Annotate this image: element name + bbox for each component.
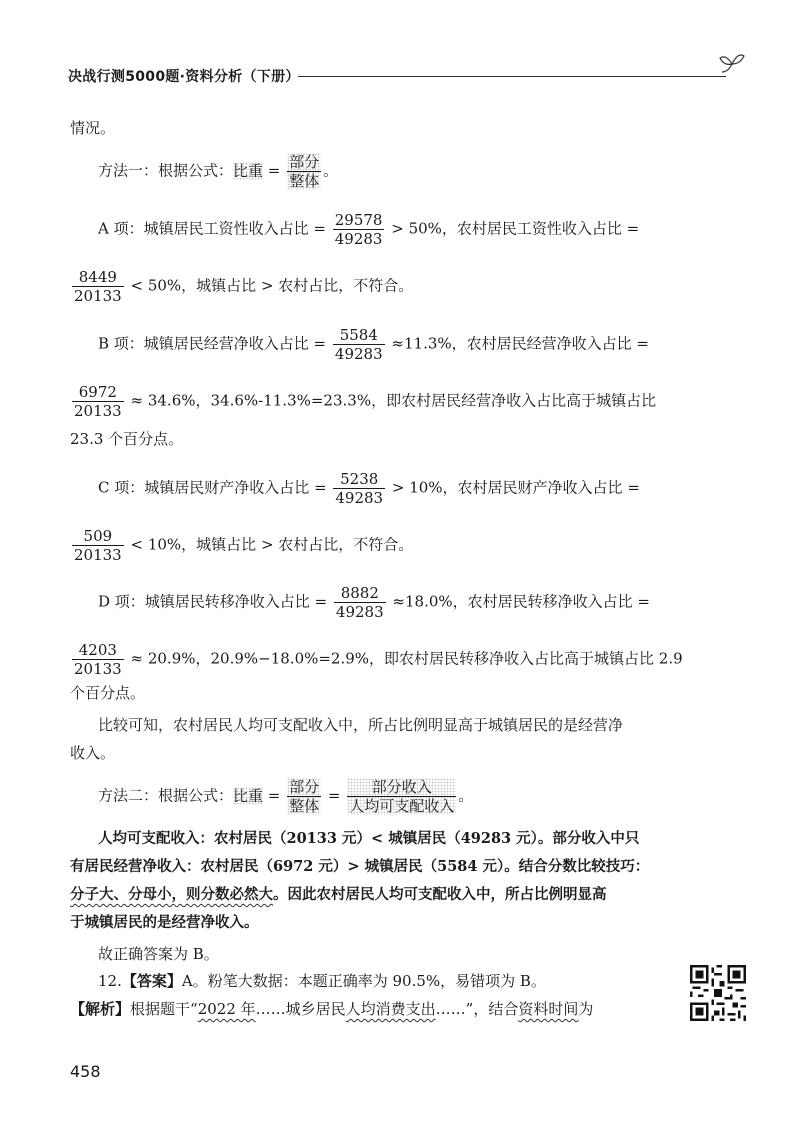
option-a-text: A 项：城镇居民工资性收入占比 =: [98, 219, 326, 238]
option-d-fraction-rural: [72, 641, 124, 678]
wavy-emphasis: 人均消费支出: [345, 1000, 436, 1018]
option-b-line3: 23.3 个百分点。: [70, 430, 184, 448]
method1-line: 方法一：根据公式：比重 = $\frac{\text{部分}}{\text{整体}}$ 。: [98, 153, 339, 190]
fraction-denominator: 20133: [74, 546, 122, 564]
wavy-emphasis: 分子大、分母小，则分数必然大: [70, 886, 273, 903]
fraction-numerator: 部分: [289, 153, 320, 171]
method1-lhs: 比重: [233, 161, 264, 180]
analysis-text: ……城乡居民: [255, 1000, 346, 1018]
analysis-text: 为: [578, 1000, 594, 1018]
q12-answer-line: [98, 970, 546, 992]
method2-lhs: 比重: [233, 786, 264, 805]
option-b-line2: [70, 383, 656, 420]
analysis-text: 根据题干“: [130, 1000, 198, 1018]
fraction-denominator: 整体: [289, 797, 320, 815]
fraction-denominator: 49283: [334, 345, 383, 363]
method2-body-line4: 于城镇居民的是经营净收入。: [70, 914, 259, 931]
option-d-text: ≈18.0%，农村居民转移净收入占比 =: [392, 592, 650, 611]
method1-fraction: [287, 153, 321, 190]
option-a-fraction-urban: [333, 211, 385, 248]
fraction-numerator: 4203: [72, 641, 124, 660]
answer-text: A。粉笔大数据：本题正确率为 90.5%，易错项为 B。: [181, 972, 546, 990]
punct: 。: [458, 786, 474, 805]
option-a-line2: [70, 268, 413, 305]
fraction-numerator: 8882: [334, 584, 386, 603]
option-d-text: ≈ 20.9%，20.9%−18.0%=2.9%，即农村居民转移净收入占比高于城镇占比 2.9: [130, 649, 683, 668]
answer-line: 故正确答案为 B。: [98, 945, 219, 963]
answer-tag: 【答案】: [121, 972, 182, 990]
method2-line: 方法二：根据公式：比重 = $\frac{\text{部分}}{\text{整体}}$ = $\frac{\text{部分收入}}{\text{人均可支配收入}}$ 。: [98, 778, 474, 815]
option-d-fraction-urban: [334, 584, 386, 621]
option-b-text: ≈ 34.6%，34.6%-11.3%=23.3%，即农村居民经营净收入占比高于城镇占比: [130, 391, 657, 410]
option-c-line1: [98, 470, 640, 507]
compare-line2: 收入。: [70, 744, 116, 762]
option-a-fraction-rural: [72, 268, 124, 305]
method2-fraction-1: [287, 778, 321, 815]
option-c-text: C 项：城镇居民财产净收入占比 =: [98, 478, 327, 497]
option-a-text: > 50%，农村居民工资性收入占比 =: [391, 219, 640, 238]
fraction-denominator: 49283: [334, 230, 383, 248]
option-b-text: B 项：城镇居民经营净收入占比 =: [98, 334, 327, 353]
method2-body-text: 。因此农村居民人均可支配收入中，所占比例明显高: [273, 886, 607, 903]
option-d-text: D 项：城镇居民转移净收入占比 =: [98, 592, 328, 611]
qr-code-icon[interactable]: [690, 965, 746, 1021]
fraction-denominator: 人均可支配收入: [349, 797, 455, 815]
page-number: 458: [70, 1062, 101, 1081]
question-number: 12.: [98, 972, 122, 990]
running-header-title: 决战行测5000题·资料分析（下册）: [68, 69, 300, 85]
option-d-line3: 个百分点。: [70, 684, 146, 702]
method2-body-line3: [70, 884, 607, 906]
fraction-numerator: 5584: [333, 326, 385, 345]
option-d-line2: [70, 641, 683, 678]
fraction-denominator: 49283: [335, 603, 384, 621]
punct: 。: [323, 161, 339, 180]
fraction-numerator: 6972: [72, 383, 124, 402]
fraction-numerator: 部分收入: [347, 778, 456, 797]
fraction-denominator: 49283: [335, 489, 384, 507]
wavy-emphasis: 资料时间: [518, 1000, 579, 1018]
header-rule: [298, 76, 726, 77]
wavy-emphasis: 2022 年: [197, 1000, 256, 1018]
option-c-fraction-urban: [333, 470, 385, 507]
method2-body-line2: 有居民经营净收入：农村居民（6972 元）> 城镇居民（5584 元）。结合分数比较技巧：: [70, 858, 650, 875]
analysis-line: [70, 998, 593, 1020]
method2-body-line1: 人均可支配收入：农村居民（20133 元）< 城镇居民（49283 元）。部分收入中只: [98, 830, 640, 847]
fraction-denominator: 20133: [74, 287, 122, 305]
fraction-numerator: 5238: [333, 470, 385, 489]
option-b-fraction-urban: [333, 326, 385, 363]
option-c-text: > 10%，农村居民财产净收入占比 =: [391, 478, 640, 497]
fraction-numerator: 8449: [72, 268, 124, 287]
option-b-line1: [98, 326, 649, 363]
option-c-text: < 10%，城镇占比 > 农村占比，不符合。: [130, 535, 414, 554]
fraction-numerator: 部分: [289, 778, 320, 796]
fraction-denominator: 整体: [289, 172, 320, 190]
fraction-numerator: 29578: [334, 211, 383, 229]
option-c-line2: [70, 527, 413, 564]
option-a-text: < 50%，城镇占比 > 农村占比，不符合。: [130, 276, 414, 295]
sprout-icon: [718, 50, 746, 74]
method2-fraction-2: [347, 778, 456, 815]
fraction-numerator: 509: [72, 527, 124, 546]
option-b-fraction-rural: [72, 383, 124, 420]
option-d-line1: [98, 584, 650, 621]
fraction-denominator: 20133: [74, 660, 122, 678]
analysis-tag: 【解析】: [70, 1000, 131, 1018]
fraction-denominator: 20133: [74, 402, 122, 420]
option-a-line1: [98, 211, 639, 248]
analysis-text: ……”，结合: [435, 1000, 519, 1018]
compare-line1: 比较可知，农村居民人均可支配收入中，所占比例明显高于城镇居民的是经营净: [98, 716, 624, 734]
method2-label: 方法二：根据公式：: [98, 786, 234, 805]
method1-label: 方法一：根据公式：: [98, 161, 234, 180]
intro-text: 情况。: [70, 119, 116, 137]
option-b-text: ≈11.3%，农村居民经营净收入占比 =: [391, 334, 649, 353]
option-c-fraction-rural: [72, 527, 124, 564]
